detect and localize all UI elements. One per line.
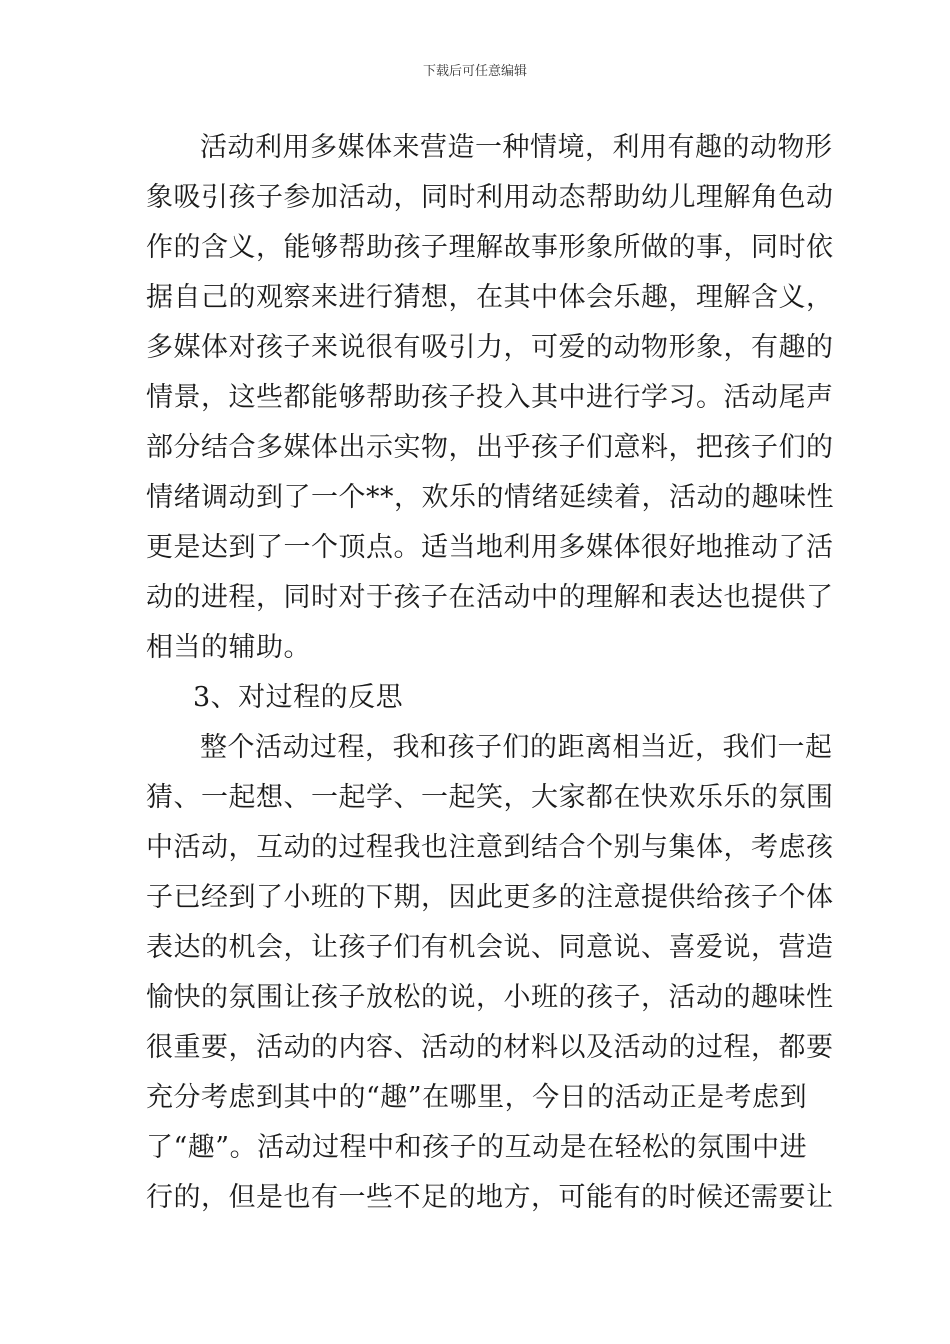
paragraph-line: 情绪调动到了一个**，欢乐的情绪延续着，活动的趣味性 xyxy=(146,482,834,513)
paragraph-line: 多媒体对孩子来说很有吸引力，可爱的动物形象，有趣的 xyxy=(146,332,834,363)
paragraph-line: 象吸引孩子参加活动，同时利用动态帮助幼儿理解角色动 xyxy=(146,182,834,213)
paragraph-line: 相当的辅助。 xyxy=(146,632,311,663)
paragraph-line: 整个活动过程，我和孩子们的距离相当近，我们一起 xyxy=(200,732,833,763)
paragraph-line: 了“趣”。活动过程中和孩子的互动是在轻松的氛围中进 xyxy=(146,1132,808,1163)
paragraph-line: 更是达到了一个顶点。适当地利用多媒体很好地推动了活 xyxy=(146,532,834,563)
paragraph-line: 很重要，活动的内容、活动的材料以及活动的过程，都要 xyxy=(146,1032,834,1063)
section-heading: 3、对过程的反思 xyxy=(193,682,404,713)
paragraph-line: 子已经到了小班的下期，因此更多的注意提供给孩子个体 xyxy=(146,882,834,913)
paragraph-line: 猜、一起想、一起学、一起笑，大家都在快欢乐乐的氛围 xyxy=(146,782,834,813)
page-header: 下载后可任意编辑 xyxy=(422,64,527,79)
paragraph-line: 活动利用多媒体来营造一种情境，利用有趣的动物形 xyxy=(200,132,833,163)
paragraph-line: 充分考虑到其中的“趣”在哪里，今日的活动正是考虑到 xyxy=(146,1082,808,1113)
paragraph-line: 作的含义，能够帮助孩子理解故事形象所做的事，同时依 xyxy=(146,232,834,263)
paragraph-line: 据自己的观察来进行猜想，在其中体会乐趣，理解含义， xyxy=(146,282,834,313)
paragraph-line: 愉快的氛围让孩子放松的说，小班的孩子，活动的趣味性 xyxy=(146,982,834,1013)
paragraph-line: 表达的机会，让孩子们有机会说、同意说、喜爱说，营造 xyxy=(146,932,834,963)
paragraph-line: 行的，但是也有一些不足的地方，可能有的时候还需要让 xyxy=(146,1182,834,1213)
paragraph-line: 部分结合多媒体出示实物，出乎孩子们意料，把孩子们的 xyxy=(146,432,834,463)
paragraph-line: 情景，这些都能够帮助孩子投入其中进行学习。活动尾声 xyxy=(146,382,834,413)
paragraph-line: 动的进程，同时对于孩子在活动中的理解和表达也提供了 xyxy=(146,582,834,613)
paragraph-line: 中活动，互动的过程我也注意到结合个别与集体，考虑孩 xyxy=(146,832,834,863)
